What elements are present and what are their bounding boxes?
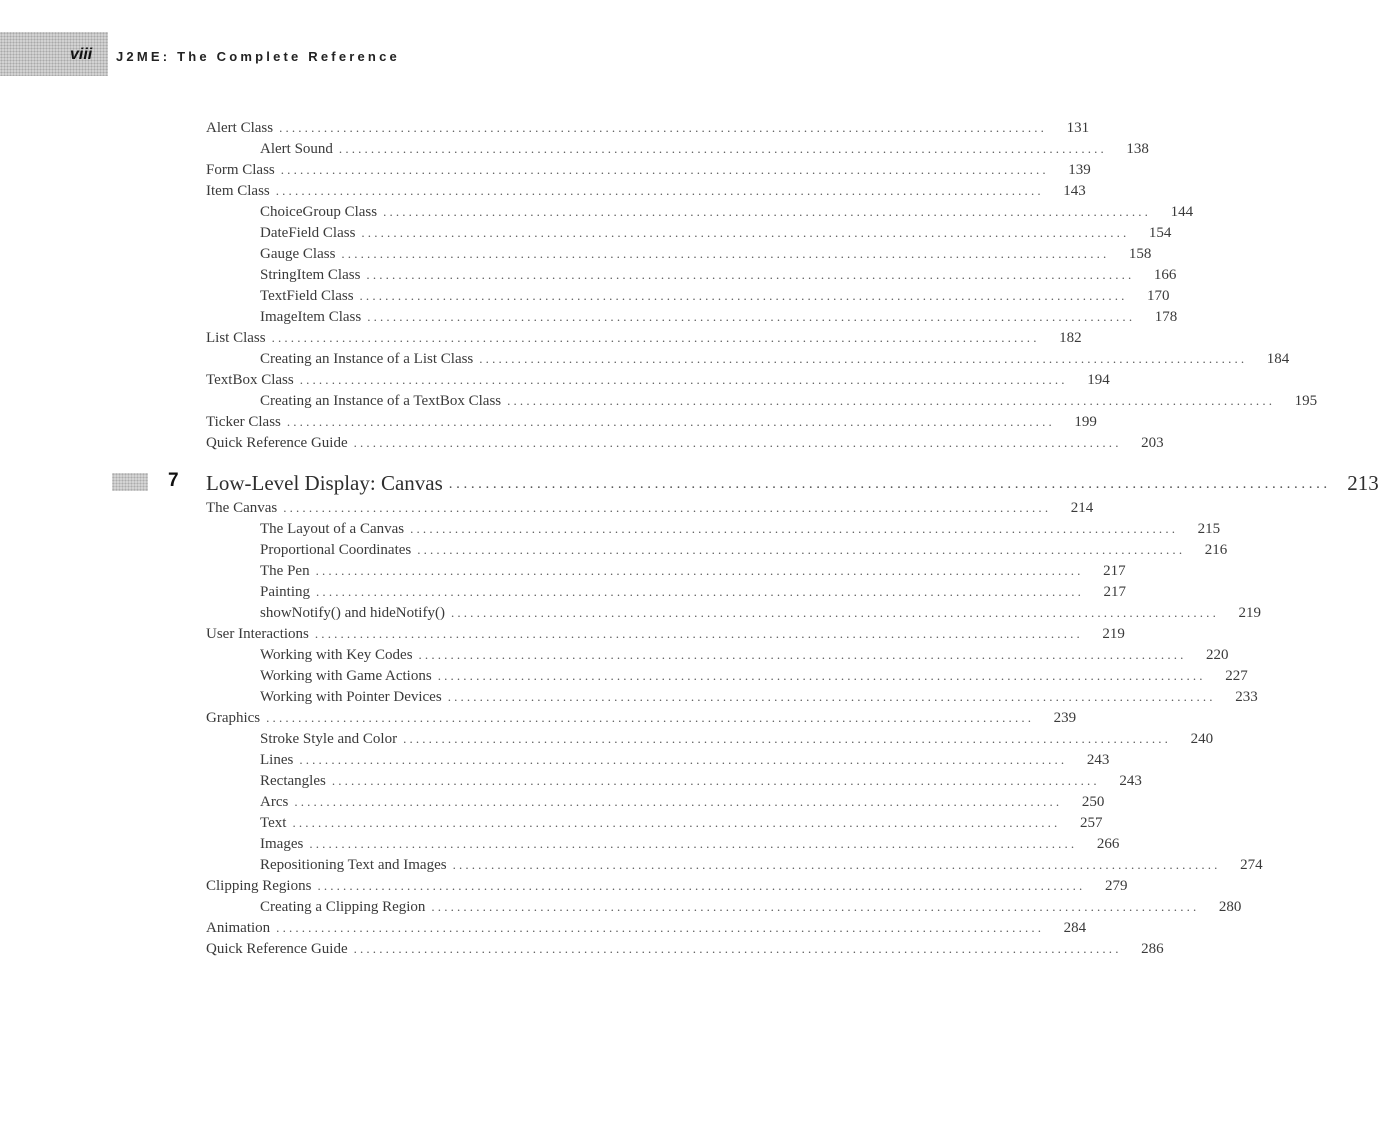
toc-entry-label: Item Class — [206, 182, 276, 200]
toc-entry[interactable] — [260, 518, 1221, 538]
toc-entry-page: 239 — [1053, 710, 1077, 726]
toc-entry[interactable] — [260, 222, 1172, 242]
toc-entry[interactable] — [260, 728, 1214, 748]
toc-entry[interactable] — [260, 854, 1263, 874]
dot-leader: ........................................................................................................................ — [286, 414, 1055, 429]
toc-entry-label: User Interactions — [206, 625, 315, 643]
chapter-heading[interactable] — [206, 469, 1379, 495]
toc-entry-page: 214 — [1070, 500, 1094, 516]
toc-entry[interactable] — [206, 411, 1097, 431]
toc-entry-label: Quick Reference Guide — [206, 940, 354, 958]
dot-leader: ........................................................................................................................ — [317, 878, 1086, 893]
dot-leader: ........................................................................................................................ — [338, 141, 1107, 156]
dot-leader: ........................................................................................................................ — [366, 267, 1135, 282]
toc-entry-label: showNotify() and hideNotify() — [260, 604, 451, 622]
toc-entry-page: 227 — [1225, 668, 1248, 684]
toc-entry-label: Form Class — [206, 161, 281, 179]
dot-leader: ........................................................................................................................ — [283, 500, 1052, 515]
toc-entry[interactable] — [260, 390, 1318, 410]
toc-entry-label: Text — [260, 814, 292, 832]
toc-entry[interactable] — [260, 644, 1229, 664]
toc-entry[interactable] — [260, 602, 1261, 622]
dot-leader: ........................................................................................................................ — [276, 920, 1045, 935]
chapter-page: 213 — [1347, 471, 1379, 495]
toc-entry-label: The Canvas — [206, 499, 283, 517]
dot-leader: ........................................................................................................................ — [341, 246, 1110, 261]
toc-entry-label: The Layout of a Canvas — [260, 520, 410, 538]
toc-entry[interactable] — [260, 665, 1248, 685]
toc-entry-label: Images — [260, 835, 309, 853]
toc-entry[interactable] — [260, 539, 1228, 559]
toc-entry-page: 194 — [1087, 372, 1110, 388]
toc-entry[interactable] — [206, 497, 1094, 517]
toc-entry[interactable] — [260, 560, 1126, 580]
toc-entry[interactable] — [206, 327, 1082, 347]
dot-leader: ........................................................................................................................ — [410, 521, 1179, 536]
chapter-title: Low-Level Display: Canvas — [206, 471, 449, 495]
toc-entry-page: 184 — [1266, 351, 1290, 367]
toc-entry-label: TextBox Class — [206, 371, 300, 389]
dot-leader: ........................................................................................................................ — [299, 372, 1068, 387]
dot-leader: ........................................................................................................................ — [507, 393, 1276, 408]
toc-entry[interactable] — [206, 159, 1091, 179]
toc-entry[interactable] — [206, 875, 1128, 895]
toc-entry-label: Painting — [260, 583, 316, 601]
toc-entry-page: 166 — [1153, 267, 1177, 283]
dot-leader: ........................................................................................................................ — [367, 309, 1136, 324]
toc-entry-label: Graphics — [206, 709, 266, 727]
dot-leader: ........................................................................................................................ — [353, 941, 1122, 956]
toc-entry-page: 182 — [1059, 330, 1082, 346]
toc-entry-label: TextField Class — [260, 287, 360, 305]
toc-entry[interactable] — [260, 833, 1120, 853]
toc-entry-label: Proportional Coordinates — [260, 541, 417, 559]
toc-entry-page: 131 — [1066, 120, 1090, 136]
toc-entry-label: Lines — [260, 751, 299, 769]
toc-entry-label: Rectangles — [260, 772, 332, 790]
dot-leader: ........................................................................................................................ — [447, 689, 1216, 704]
toc-entry[interactable] — [206, 432, 1164, 452]
dot-leader: ........................................................................................................................ — [279, 120, 1048, 135]
toc-entry-page: 240 — [1190, 731, 1214, 747]
toc-entry-label: Arcs — [260, 793, 294, 811]
toc-entry[interactable] — [260, 812, 1103, 832]
toc-entry-label: The Pen — [260, 562, 316, 580]
dot-leader: ........................................................................................................................ — [280, 162, 1049, 177]
toc-entry-page: 215 — [1197, 521, 1221, 537]
toc-entry-page: 274 — [1240, 857, 1263, 873]
toc-entry-page: 216 — [1204, 542, 1228, 558]
toc-entry-label: Working with Pointer Devices — [260, 688, 448, 706]
dot-leader: ........................................................................................................................ — [294, 794, 1063, 809]
dot-leader: ........................................................................................................................ — [403, 731, 1172, 746]
toc-entry-page: 219 — [1102, 626, 1125, 642]
toc-entry-page: 233 — [1235, 689, 1258, 705]
toc-entry-label: Alert Sound — [260, 140, 339, 158]
toc-entry[interactable] — [206, 938, 1164, 958]
toc-entry-page: 199 — [1074, 414, 1097, 430]
toc-entry-page: 143 — [1063, 183, 1086, 199]
toc-entry-label: Creating an Instance of a List Class — [260, 350, 479, 368]
dot-leader: ........................................................................................................................ — [437, 668, 1206, 683]
toc-entry-label: Creating an Instance of a TextBox Class — [260, 392, 507, 410]
toc-entry-label: Animation — [206, 919, 276, 937]
toc-entry-page: 280 — [1218, 899, 1242, 915]
toc-entry-label: Repositioning Text and Images — [260, 856, 453, 874]
dot-leader: ........................................................................................................................ — [353, 435, 1122, 450]
toc-entry-page: 178 — [1154, 309, 1178, 325]
toc-entry[interactable] — [260, 749, 1110, 769]
dot-leader: ........................................................................................................................ — [292, 815, 1061, 830]
toc-entry-label: ChoiceGroup Class — [260, 203, 383, 221]
toc-entry-label: Stroke Style and Color — [260, 730, 403, 748]
toc-entry-label: Clipping Regions — [206, 877, 317, 895]
toc-entry[interactable] — [260, 686, 1258, 706]
toc-entry-label: List Class — [206, 329, 272, 347]
dot-leader: ........................................................................................................................ — [315, 563, 1084, 578]
toc-entry-page: 266 — [1096, 836, 1120, 852]
toc-entry[interactable] — [206, 180, 1086, 200]
toc-entry-label: ImageItem Class — [260, 308, 367, 326]
toc-entry-page: 158 — [1128, 246, 1152, 262]
dot-leader: ........................................................................................................................ — [316, 584, 1085, 599]
toc-entry[interactable] — [260, 306, 1178, 326]
toc-entry[interactable] — [260, 348, 1290, 368]
toc-entry-label: DateField Class — [260, 224, 361, 242]
dot-leader: ........................................................................................................................ — [448, 476, 1331, 492]
toc-entry-page: 144 — [1170, 204, 1194, 220]
chapter-number: 7 — [168, 470, 179, 491]
dot-leader: ........................................................................................................................ — [361, 225, 1130, 240]
dot-leader: ........................................................................................................................ — [271, 330, 1040, 345]
toc-entry-label: Quick Reference Guide — [206, 434, 354, 452]
toc-entry[interactable] — [206, 917, 1087, 937]
dot-leader: ........................................................................................................................ — [417, 542, 1186, 557]
toc-entry-page: 243 — [1086, 752, 1110, 768]
toc-entry[interactable] — [260, 264, 1177, 284]
toc-entry-page: 154 — [1148, 225, 1172, 241]
toc-entry-label: Working with Game Actions — [260, 667, 438, 685]
toc-entry-page: 139 — [1068, 162, 1091, 178]
toc-entry[interactable] — [260, 791, 1105, 811]
toc-entry-label: Gauge Class — [260, 245, 341, 263]
toc-entry-page: 195 — [1294, 393, 1318, 409]
toc-entry-page: 217 — [1103, 563, 1126, 579]
dot-leader: ........................................................................................................................ — [275, 183, 1044, 198]
dot-leader: ........................................................................................................................ — [359, 288, 1128, 303]
dot-leader: ........................................................................................................................ — [383, 204, 1152, 219]
toc-entry-page: 138 — [1126, 141, 1149, 157]
toc-entry-page: 170 — [1147, 288, 1170, 304]
dot-leader: ........................................................................................................................ — [450, 605, 1219, 620]
toc-entry[interactable] — [260, 243, 1152, 263]
toc-entry-label: Alert Class — [206, 119, 279, 137]
page-number: viii — [70, 46, 93, 63]
toc-entry-label: Working with Key Codes — [260, 646, 419, 664]
dot-leader: ........................................................................................................................ — [418, 647, 1187, 662]
toc-entry-page: 279 — [1104, 878, 1128, 894]
toc-entry-page: 220 — [1206, 647, 1229, 663]
toc-entry-label: Creating a Clipping Region — [260, 898, 431, 916]
toc-entry[interactable] — [206, 369, 1110, 389]
toc-entry-label: Ticker Class — [206, 413, 287, 431]
toc-entry[interactable] — [206, 623, 1125, 643]
toc-entry[interactable] — [206, 707, 1077, 727]
toc-entry[interactable] — [260, 770, 1142, 790]
dot-leader: ........................................................................................................................ — [452, 857, 1221, 872]
dot-leader: ........................................................................................................................ — [266, 710, 1035, 725]
chapter-marker-decoration — [112, 473, 148, 491]
toc-entry[interactable] — [260, 896, 1242, 916]
toc-entry[interactable] — [260, 201, 1194, 221]
running-header-title: J2ME: The Complete Reference — [116, 49, 400, 64]
dot-leader: ........................................................................................................................ — [331, 773, 1100, 788]
toc-entry-page: 250 — [1081, 794, 1105, 810]
toc-entry[interactable] — [260, 581, 1127, 601]
dot-leader: ........................................................................................................................ — [479, 351, 1248, 366]
toc-entry-page: 257 — [1079, 815, 1103, 831]
dot-leader: ........................................................................................................................ — [431, 899, 1200, 914]
toc-entry-page: 217 — [1103, 584, 1127, 600]
dot-leader: ........................................................................................................................ — [309, 836, 1078, 851]
toc-entry[interactable] — [260, 285, 1170, 305]
dot-leader: ........................................................................................................................ — [299, 752, 1068, 767]
toc-entry[interactable] — [260, 138, 1149, 158]
toc-entry-page: 286 — [1141, 941, 1164, 957]
dot-leader: ........................................................................................................................ — [314, 626, 1083, 641]
toc-entry-page: 219 — [1238, 605, 1261, 621]
toc-entry-page: 243 — [1119, 773, 1142, 789]
toc-entry-page: 284 — [1063, 920, 1087, 936]
toc-entry[interactable] — [206, 117, 1090, 137]
toc-entry-page: 203 — [1141, 435, 1164, 451]
toc-entry-label: StringItem Class — [260, 266, 366, 284]
